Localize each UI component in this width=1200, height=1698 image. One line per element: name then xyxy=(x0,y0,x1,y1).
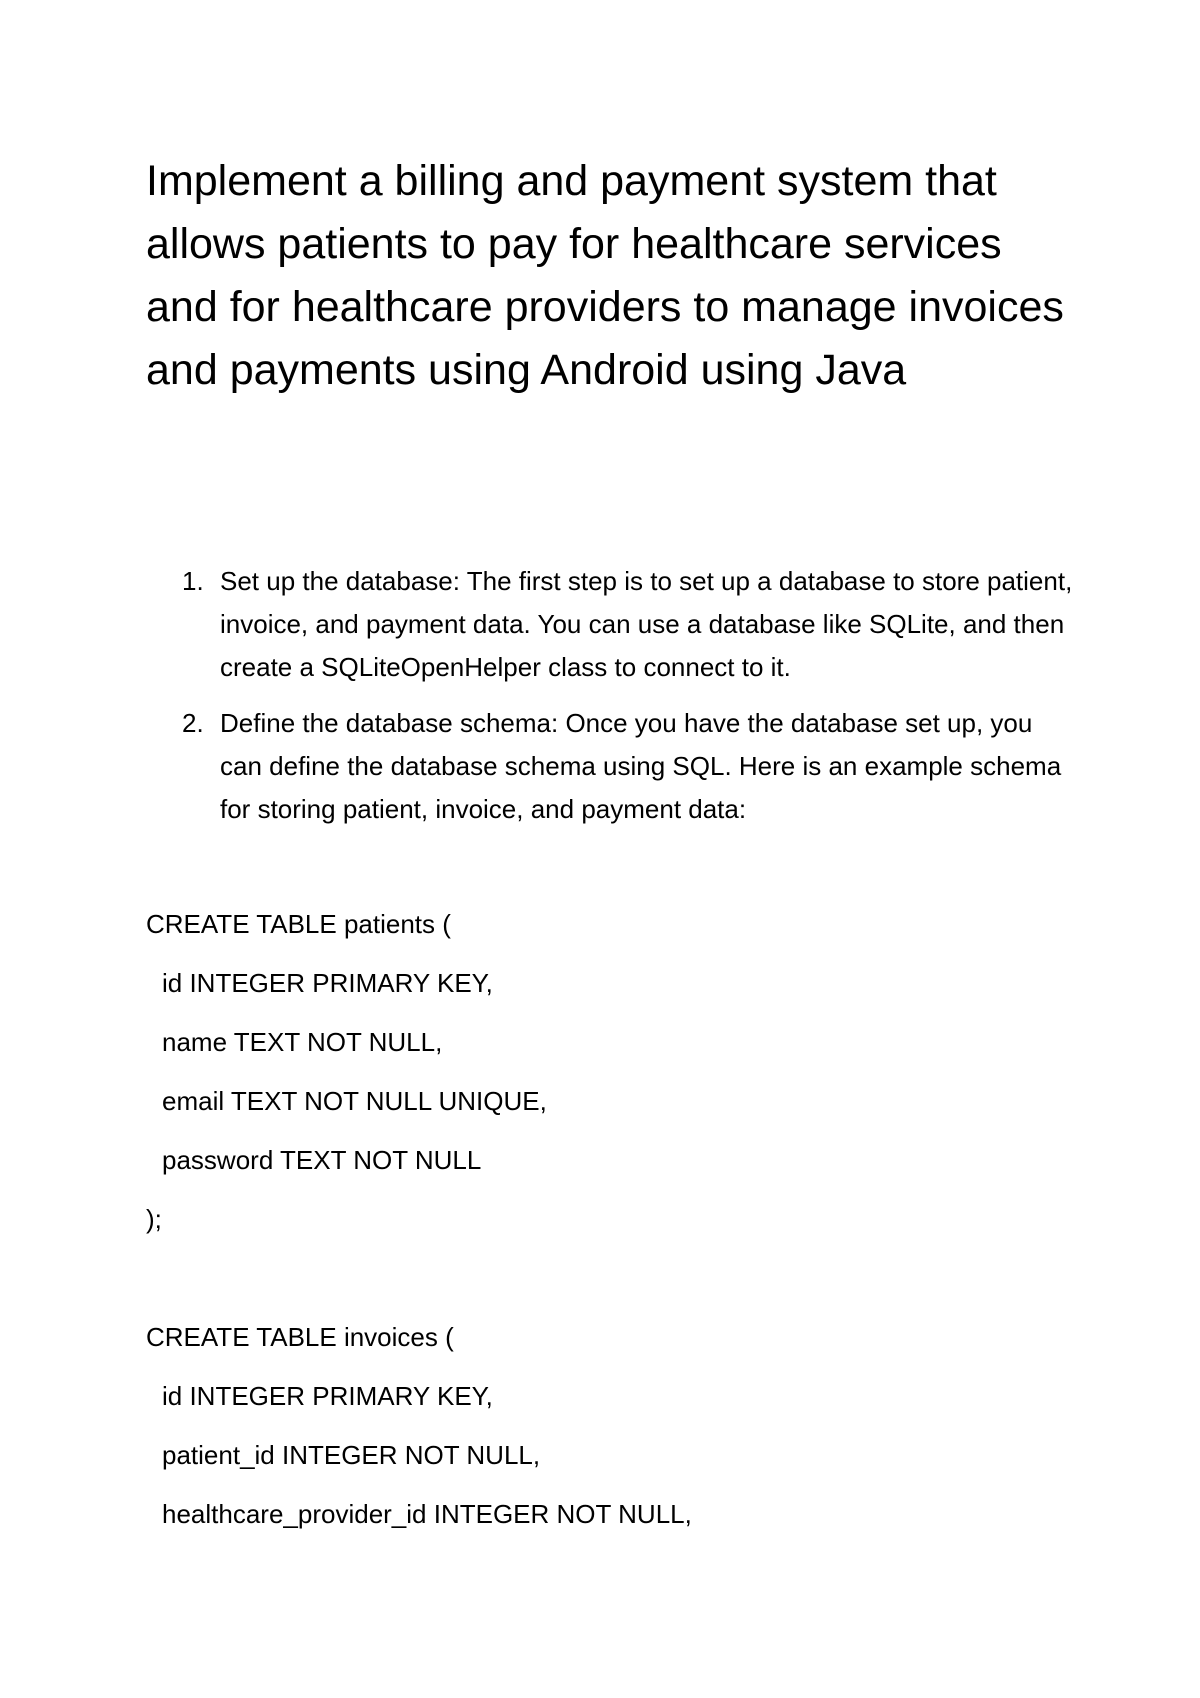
step-text: Define the database schema: Once you have the database set up, you can define the database schema using SQL. Here is an example schema for storing patient, invoice, and payment data: xyxy=(220,708,1062,824)
code-line: ); xyxy=(146,1204,162,1234)
step-number: 1. xyxy=(182,566,204,596)
code-line: password TEXT NOT NULL xyxy=(162,1145,482,1175)
code-line: id INTEGER PRIMARY KEY, xyxy=(162,1381,493,1411)
code-line: CREATE TABLE patients ( xyxy=(146,909,451,939)
code-line: healthcare_provider_id INTEGER NOT NULL, xyxy=(162,1499,692,1529)
document-title: Implement a billing and payment system that allows patients to pay for healthcare services and for healthcare providers to manage invoices and payments using Android using Java xyxy=(146,157,1064,394)
code-line: email TEXT NOT NULL UNIQUE, xyxy=(162,1086,547,1116)
code-line: CREATE TABLE invoices ( xyxy=(146,1322,454,1352)
code-line: id INTEGER PRIMARY KEY, xyxy=(162,968,493,998)
list-item xyxy=(146,702,1076,831)
step-text: Set up the database: The first step is to set up a database to store patient, invoice, and payment data. You can use a database like SQLite, and then create a SQLiteOpenHelper class to connect to it. xyxy=(220,566,1073,682)
sql-schema-block xyxy=(146,895,1076,1544)
step-number: 2. xyxy=(182,708,204,738)
code-line: patient_id INTEGER NOT NULL, xyxy=(162,1440,541,1470)
list-item xyxy=(146,560,1076,689)
steps-list xyxy=(146,560,1076,831)
code-line: name TEXT NOT NULL, xyxy=(162,1027,443,1057)
code-line-blank xyxy=(146,1249,1076,1308)
